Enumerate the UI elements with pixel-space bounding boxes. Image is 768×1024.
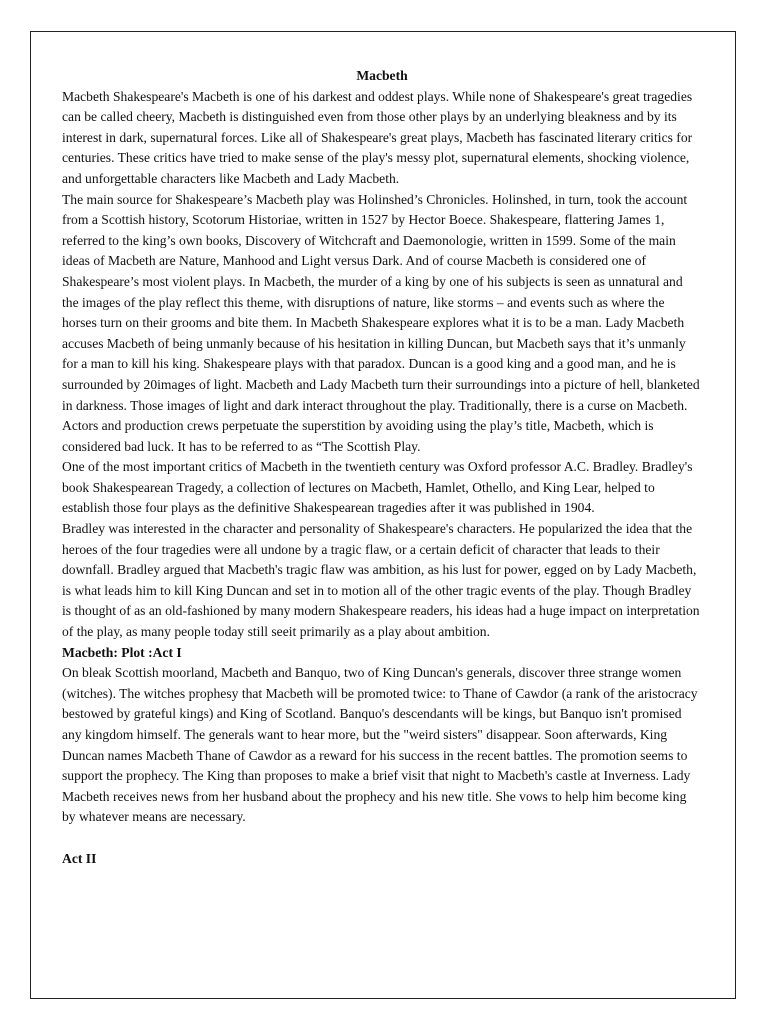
sources-paragraph: The main source for Shakespeare’s Macbeth play was Holinshed’s Chronicles. Holinshed, in turn, took the account from a Scottish history, Scotorum Historiae, written in 1527 by Hector Boece. Shakespeare, flattering James 1, referred to the king’s own books, Discovery of Witchcraft and Daemonologie, written in 1599. Some of the main ideas of Macbeth are Nature, Manhood and Light versus Dark. And of course Macbeth is considered one of Shakespeare’s most violent plays. In Macbeth, the murder of a king by one of his subjects is seen as unnatural and the images of the play reflect this theme, with disruptions of nature, like storms – and events such as where the horses turn on their grooms and bite them. In Macbeth Shakespeare explores what it is to be a man. Lady Macbeth accuses Macbeth of being unmanly because of his hesitation in killing Duncan, but Macbeth says that it’s unmanly for a man to kill his king. Shakespeare plays with that paradox. Duncan is a good king and a good man, and he is surrounded by 20images of light. Macbeth and Lady Macbeth turn their surroundings into a picture of hell, blanketed in darkness. Those images of light and dark interact throughout the play. Traditionally, there is a curse on Macbeth. Actors and production crews perpetuate the superstition by avoiding using the play’s title, Macbeth, which is considered bad luck. It has to be referred to as “The Scottish Play. [62,191,700,454]
bradley-paragraph: One of the most important critics of Macbeth in the twentieth century was Oxford professor A.C. Bradley. Bradley's book Shakespearean Tragedy, a collection of lectures on Macbeth, Hamlet, Othello, and King Lear, helped to establish those four plays as the definitive Shakespearean tragedies after it was published in 1904. [62,459,693,516]
document-body [62,66,702,869]
intro-paragraph: Macbeth Shakespeare's Macbeth is one of his darkest and oddest plays. While none of Shakespeare's great tragedies can be called cheery, Macbeth is distinguished even from those other plays by an underlying bleakness and by its interest in dark, supernatural forces. Like all of Shakespeare's great plays, Macbeth has fascinated literary critics for centuries. These critics have tried to make sense of the play's messy plot, supernatural elements, shocking violence, and unforgettable characters like Macbeth and Lady Macbeth. [62,88,693,186]
act2-heading: Act II [62,850,97,866]
plot-act1-heading: Macbeth: Plot :Act I [62,644,182,660]
document-title: Macbeth [356,68,408,83]
tragic-flaw-paragraph: Bradley was interested in the character and personality of Shakespeare's characters. He popularized the idea that the heroes of the four tragedies were all undone by a tragic flaw, or a certain deficit of character that leads to their downfall. Bradley argued that Macbeth's tragic flaw was ambition, as his lust for power, egged on by Lady Macbeth, is what leads him to kill King Duncan and set in to motion all of the other tragic events of the play. Though Bradley is thought of as an old-fashioned by many modern Shakespeare readers, his ideas had a huge impact on interpretation of the play, as many people today still seeit primarily as a play about ambition. [62,521,700,640]
spacer [62,828,702,849]
act1-paragraph: On bleak Scottish moorland, Macbeth and Banquo, two of King Duncan's generals, discover three strange women (witches). The witches prophesy that Macbeth will be promoted twice: to Thane of Cawdor (a rank of the aristocracy bestowed by grateful kings) and King of Scotland. Banquo's descendants will be kings, but Banquo isn't promised any kingdom himself. The generals want to hear more, but the "weird sisters" disappear. Soon afterwards, King Duncan names Macbeth Thane of Cawdor as a reward for his success in the recent battles. The promotion seems to support the prophecy. The King than proposes to make a brief visit that night to Macbeth's castle at Inverness. Lady Macbeth receives news from her husband about the prophecy and his new title. She vows to help him become king by whatever means are necessary. [62,665,698,825]
